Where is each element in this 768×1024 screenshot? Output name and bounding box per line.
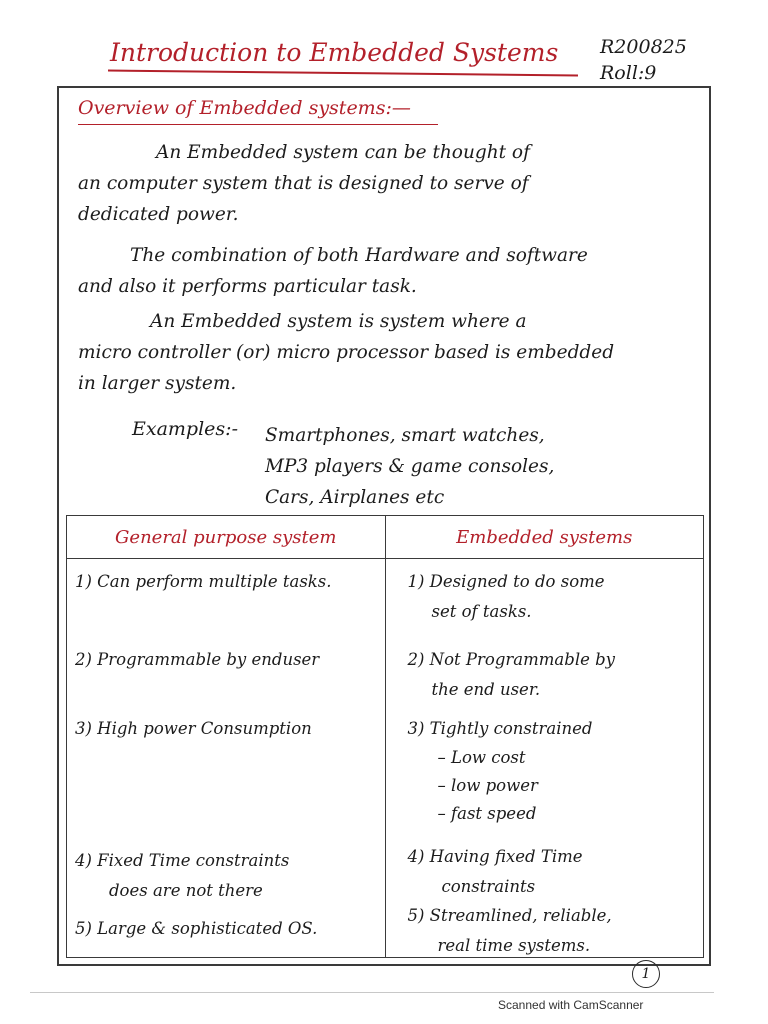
list-item: [408, 842, 583, 902]
list-item: [75, 846, 289, 906]
header-general-purpose: General purpose system: [67, 516, 386, 559]
paragraph-line: in larger system.: [78, 373, 237, 394]
paragraph-line: An Embedded system is system where a: [150, 311, 527, 332]
paragraph-line: An Embedded system can be thought of: [156, 142, 530, 163]
list-item-line: the end user.: [431, 680, 541, 699]
list-item: [75, 714, 312, 744]
list-item-line: 1) Designed to do some: [407, 572, 605, 591]
registration-number: R200825: [600, 36, 687, 58]
list-item-line: – fast speed: [437, 804, 537, 823]
paragraph-line: and also it performs particular task.: [78, 276, 417, 297]
list-item: [75, 645, 319, 675]
comparison-table: [66, 515, 704, 958]
list-item: [408, 567, 605, 627]
section-heading: Overview of Embedded systems:—: [78, 97, 411, 119]
list-item-line: 3) High power Consumption: [75, 719, 312, 738]
page-bottom-rule: [30, 992, 714, 993]
list-item-line: 4) Fixed Time constraints: [75, 851, 290, 870]
general-purpose-column: [67, 559, 386, 958]
example-line: MP3 players & game consoles,: [265, 456, 555, 477]
example-line: Cars, Airplanes etc: [265, 487, 445, 508]
paragraph-combination: [78, 240, 588, 302]
list-item: [75, 914, 317, 944]
list-item-line: 1) Can perform multiple tasks.: [75, 572, 332, 591]
list-item-line: real time systems.: [437, 936, 591, 955]
paragraph-line: dedicated power.: [78, 204, 239, 225]
list-item-line: does are not there: [109, 881, 263, 900]
title-underline: [108, 70, 578, 77]
page-number: 1: [632, 960, 660, 988]
list-item: [75, 567, 332, 597]
section-underline: [78, 124, 438, 125]
page-title: Introduction to Embedded Systems: [110, 38, 559, 67]
registration-block: [600, 34, 687, 86]
list-item-line: 4) Having fixed Time: [407, 847, 583, 866]
list-item: [408, 645, 616, 705]
list-item-line: 5) Streamlined, reliable,: [407, 906, 612, 925]
table-header-row: [67, 516, 704, 559]
scanner-watermark: Scanned with CamScanner: [498, 998, 644, 1012]
list-item-line: 5) Large & sophisticated OS.: [75, 919, 318, 938]
examples-list: [265, 420, 554, 513]
list-item-line: set of tasks.: [431, 602, 532, 621]
list-item-line: – low power: [437, 776, 538, 795]
embedded-column: [385, 559, 704, 958]
paragraph-line: The combination of both Hardware and software: [130, 245, 588, 266]
list-item-line: constraints: [441, 877, 536, 896]
paragraph-line: an computer system that is designed to serve of: [78, 173, 529, 194]
list-item-line: 2) Programmable by enduser: [75, 650, 320, 669]
list-item-line: – Low cost: [437, 748, 526, 767]
roll-number: Roll:9: [600, 62, 657, 84]
list-item: [408, 714, 593, 828]
list-item: [408, 901, 612, 961]
examples-label: Examples:-: [132, 418, 238, 440]
paragraph-microcontroller: [78, 306, 614, 399]
header-embedded: Embedded systems: [385, 516, 704, 559]
paragraph-line: micro controller (or) micro processor based is embedded: [78, 342, 615, 363]
list-item-line: 3) Tightly constrained: [407, 719, 593, 738]
paragraph-definition: [78, 137, 530, 230]
example-line: Smartphones, smart watches,: [265, 425, 545, 446]
list-item-line: 2) Not Programmable by: [407, 650, 615, 669]
table-row: [67, 559, 704, 958]
